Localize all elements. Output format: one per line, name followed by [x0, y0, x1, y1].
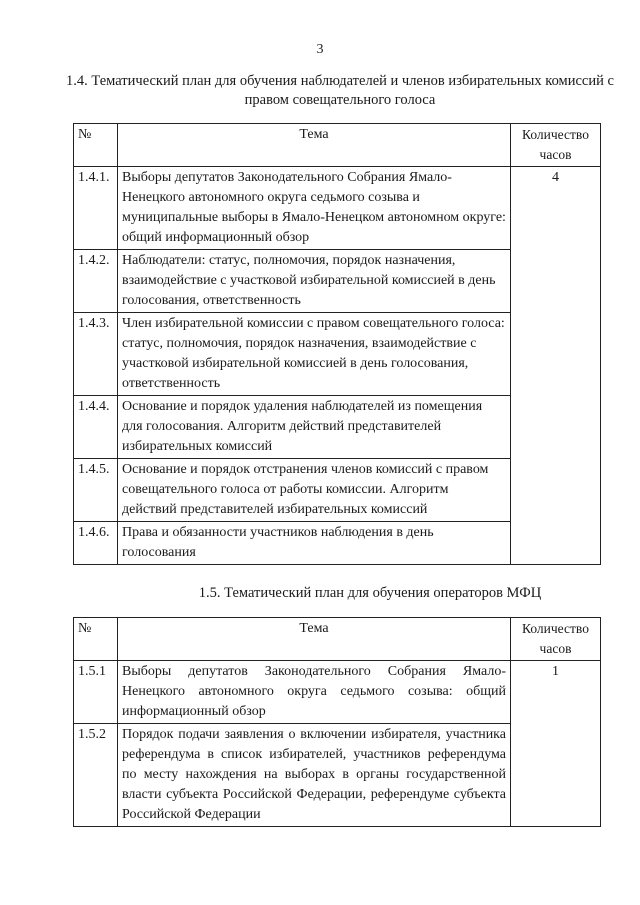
section-title-observers: 1.4. Тематический план для обучения наблюдателей и членов избирательных комиссий с правом совещательного голоса	[66, 73, 614, 108]
row-number: 1.4.3.	[74, 313, 118, 396]
table-header-row	[74, 124, 601, 167]
row-topic: Порядок подачи заявления о включении избирателя, участника референдума в список избирателей, участников референдума по месту нахождения на выборах в органы государственной власти субъекта Российской Федерации, референдуме субъекта Российской Федерации	[118, 724, 511, 827]
column-header-topic: Тема	[118, 124, 511, 167]
section-title-mfc-operators: 1.5. Тематический план для обучения операторов МФЦ	[198, 585, 542, 601]
thematic-plan-table-mfc	[73, 617, 601, 827]
column-header-hours: Количество часов	[511, 618, 601, 661]
thematic-plan-table-observers	[73, 123, 601, 565]
row-number: 1.5.2	[74, 724, 118, 827]
row-number: 1.4.2.	[74, 250, 118, 313]
row-topic: Основание и порядок отстранения членов комиссий с правом совещательного голоса от работы комиссии. Алгоритм действий представителей избирательных комиссий	[118, 459, 511, 522]
row-number: 1.4.1.	[74, 167, 118, 250]
table-header-row	[74, 618, 601, 661]
column-header-number: №	[74, 618, 118, 661]
row-topic: Выборы депутатов Законодательного Собрания Ямало-Ненецкого автономного округа седьмого созыва: общий информационный обзор	[118, 661, 511, 724]
row-topic: Права и обязанности участников наблюдения в день голосования	[118, 522, 511, 565]
row-number: 1.4.6.	[74, 522, 118, 565]
row-number: 1.5.1	[74, 661, 118, 724]
row-topic: Наблюдатели: статус, полномочия, порядок назначения, взаимодействие с участковой избирательной комиссией в день голосования, ответственность	[118, 250, 511, 313]
column-header-number: №	[74, 124, 118, 167]
table-row	[74, 167, 601, 250]
hours-cell: 4	[511, 167, 601, 565]
hours-cell: 1	[511, 661, 601, 827]
row-number: 1.4.4.	[74, 396, 118, 459]
row-topic: Основание и порядок удаления наблюдателей из помещения для голосования. Алгоритм действий представителей избирательных комиссий	[118, 396, 511, 459]
row-topic: Член избирательной комиссии с правом совещательного голоса: статус, полномочия, порядок назначения, взаимодействие с участковой избирательной комиссией в день голосования, ответственность	[118, 313, 511, 396]
row-number: 1.4.5.	[74, 459, 118, 522]
page-number: 3	[316, 42, 324, 57]
column-header-hours: Количество часов	[511, 124, 601, 167]
row-topic: Выборы депутатов Законодательного Собрания Ямало-Ненецкого автономного округа седьмого созыва и муниципальные выборы в Ямало-Ненецком автономном округе: общий информационный обзор	[118, 167, 511, 250]
column-header-topic: Тема	[118, 618, 511, 661]
table-row	[74, 661, 601, 724]
